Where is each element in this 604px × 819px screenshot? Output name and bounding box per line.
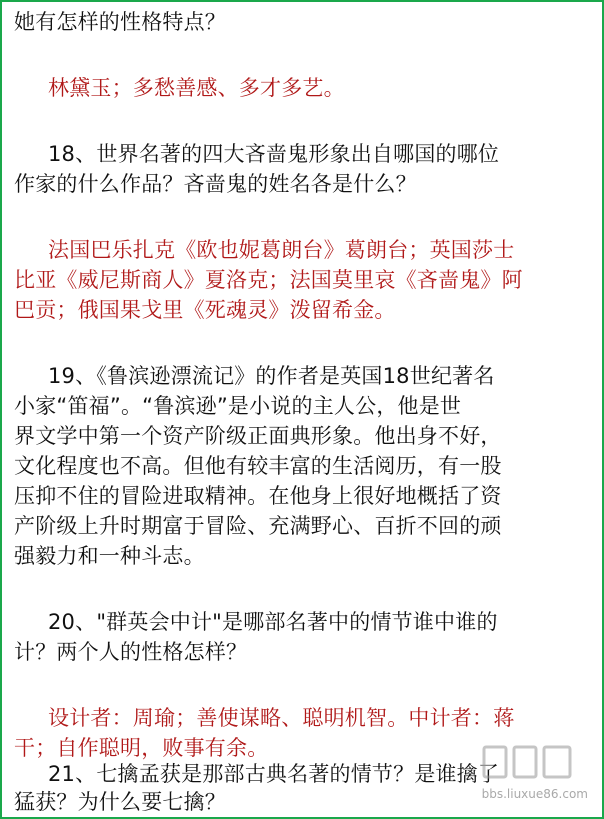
question-line: 21、七擒孟获是那部古典名著的情节？是谁擒了 — [48, 762, 500, 786]
question-line: 计？两个人的性格怎样？ — [14, 640, 248, 664]
answer-line: 比亚《威尼斯商人》夏洛克；法国莫里哀《吝啬鬼》阿 — [14, 268, 523, 292]
question-line: 18、世界名著的四大吝啬鬼形象出自哪国的哪位 — [48, 142, 500, 166]
answer-line: 法国巴乐扎克《欧也妮葛朗台》葛朗台；英国莎士 — [48, 238, 515, 262]
watermark-text: bbs.liuxue86.com — [481, 787, 588, 801]
answer-line: 干；自作聪明，败事有余。 — [14, 736, 269, 760]
paragraph-line: 19、《鲁滨逊漂流记》的作者是英国18世纪著名 — [48, 364, 495, 388]
paragraph-line: 产阶级上升时期富于冒险、充满野心、百折不回的顽 — [14, 514, 502, 538]
question-line: 猛获？为什么要七擒？ — [14, 790, 226, 814]
paragraph-line: 压抑不住的冒险进取精神。在他身上很好地概括了资 — [14, 484, 502, 508]
question-line: 作家的什么作品？吝啬鬼的姓名各是什么？ — [14, 172, 417, 196]
paragraph-line: 界文学中第一个资产阶级正面典形象。他出身不好， — [14, 424, 502, 448]
answer-line: 巴贡；俄国果戈里《死魂灵》泼留希金。 — [14, 298, 396, 322]
answer-line: 设计者：周瑜；善使谋略、聪明机智。中计者：蒋 — [48, 706, 515, 730]
question-line: 20、"群英会中计"是哪部名著中的情节谁中谁的 — [48, 610, 498, 634]
paragraph-line: 文化程度也不高。但他有较丰富的生活阅历，有一股 — [14, 454, 502, 478]
question-line: 她有怎样的性格特点？ — [14, 10, 226, 34]
paragraph-line: 强毅力和一种斗志。 — [14, 544, 205, 568]
paragraph-line: 小家“笛福”。“鲁滨逊”是小说的主人公，他是世 — [14, 394, 462, 418]
answer-line: 林黛玉；多愁善感、多才多艺。 — [48, 76, 345, 100]
